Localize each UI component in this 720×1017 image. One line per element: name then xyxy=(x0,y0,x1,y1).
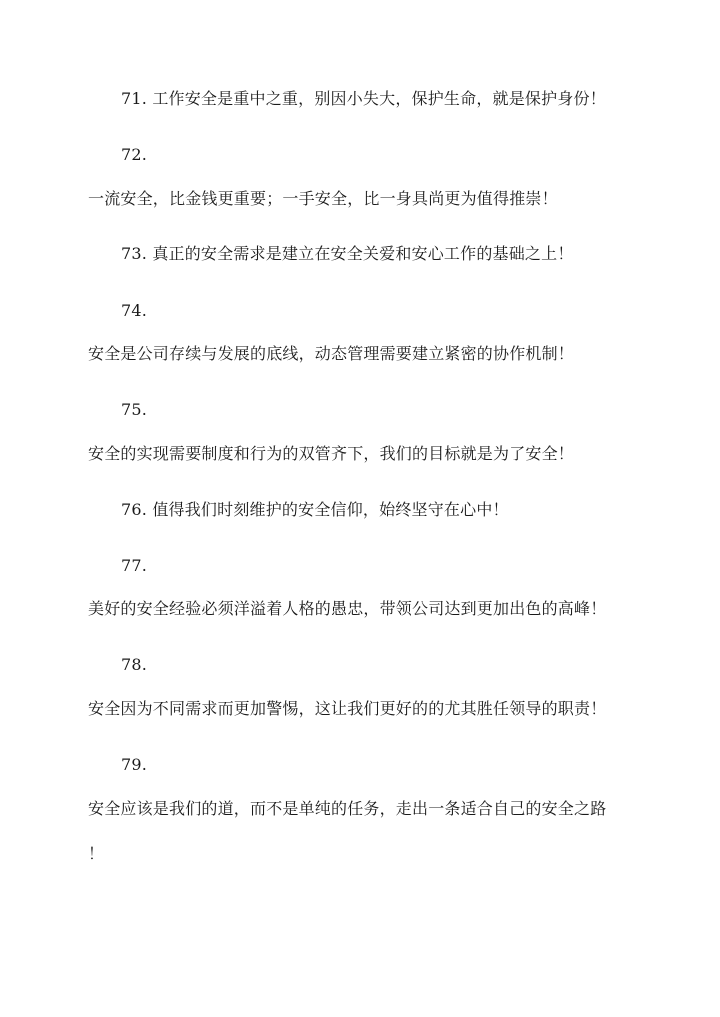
item-79-text: 安全应该是我们的道，而不是单纯的任务，走出一条适合自己的安全之路 xyxy=(88,799,607,818)
item-74-text: 安全是公司存续与发展的底线，动态管理需要建立紧密的协作机制！ xyxy=(88,344,575,363)
item-74-number: 74. xyxy=(121,301,148,320)
item-75-text: 安全的实现需要制度和行为的双管齐下，我们的目标就是为了安全！ xyxy=(88,444,575,463)
item-75-number: 75. xyxy=(121,400,148,419)
item-76: 76. 值得我们时刻维护的安全信仰，始终坚守在心中！ xyxy=(121,500,509,519)
item-72-text: 一流安全，比金钱更重要；一手安全，比一身具尚更为值得推崇！ xyxy=(88,189,558,208)
item-78-text: 安全因为不同需求而更加警惕，这让我们更好的的尤其胜任领导的职责！ xyxy=(88,699,607,718)
item-77-text: 美好的安全经验必须洋溢着人格的愚忠，带领公司达到更加出色的高峰！ xyxy=(88,599,607,618)
item-71: 71. 工作安全是重中之重，别因小失大，保护生命，就是保护身份！ xyxy=(121,89,606,108)
item-78-number: 78. xyxy=(121,655,148,674)
item-79-number: 79. xyxy=(121,755,148,774)
item-73: 73. 真正的安全需求是建立在安全关爱和安心工作的基础之上！ xyxy=(121,244,574,263)
item-77-number: 77. xyxy=(121,556,148,575)
item-79-text-continued: ！ xyxy=(88,844,105,863)
item-72-number: 72. xyxy=(121,145,148,164)
